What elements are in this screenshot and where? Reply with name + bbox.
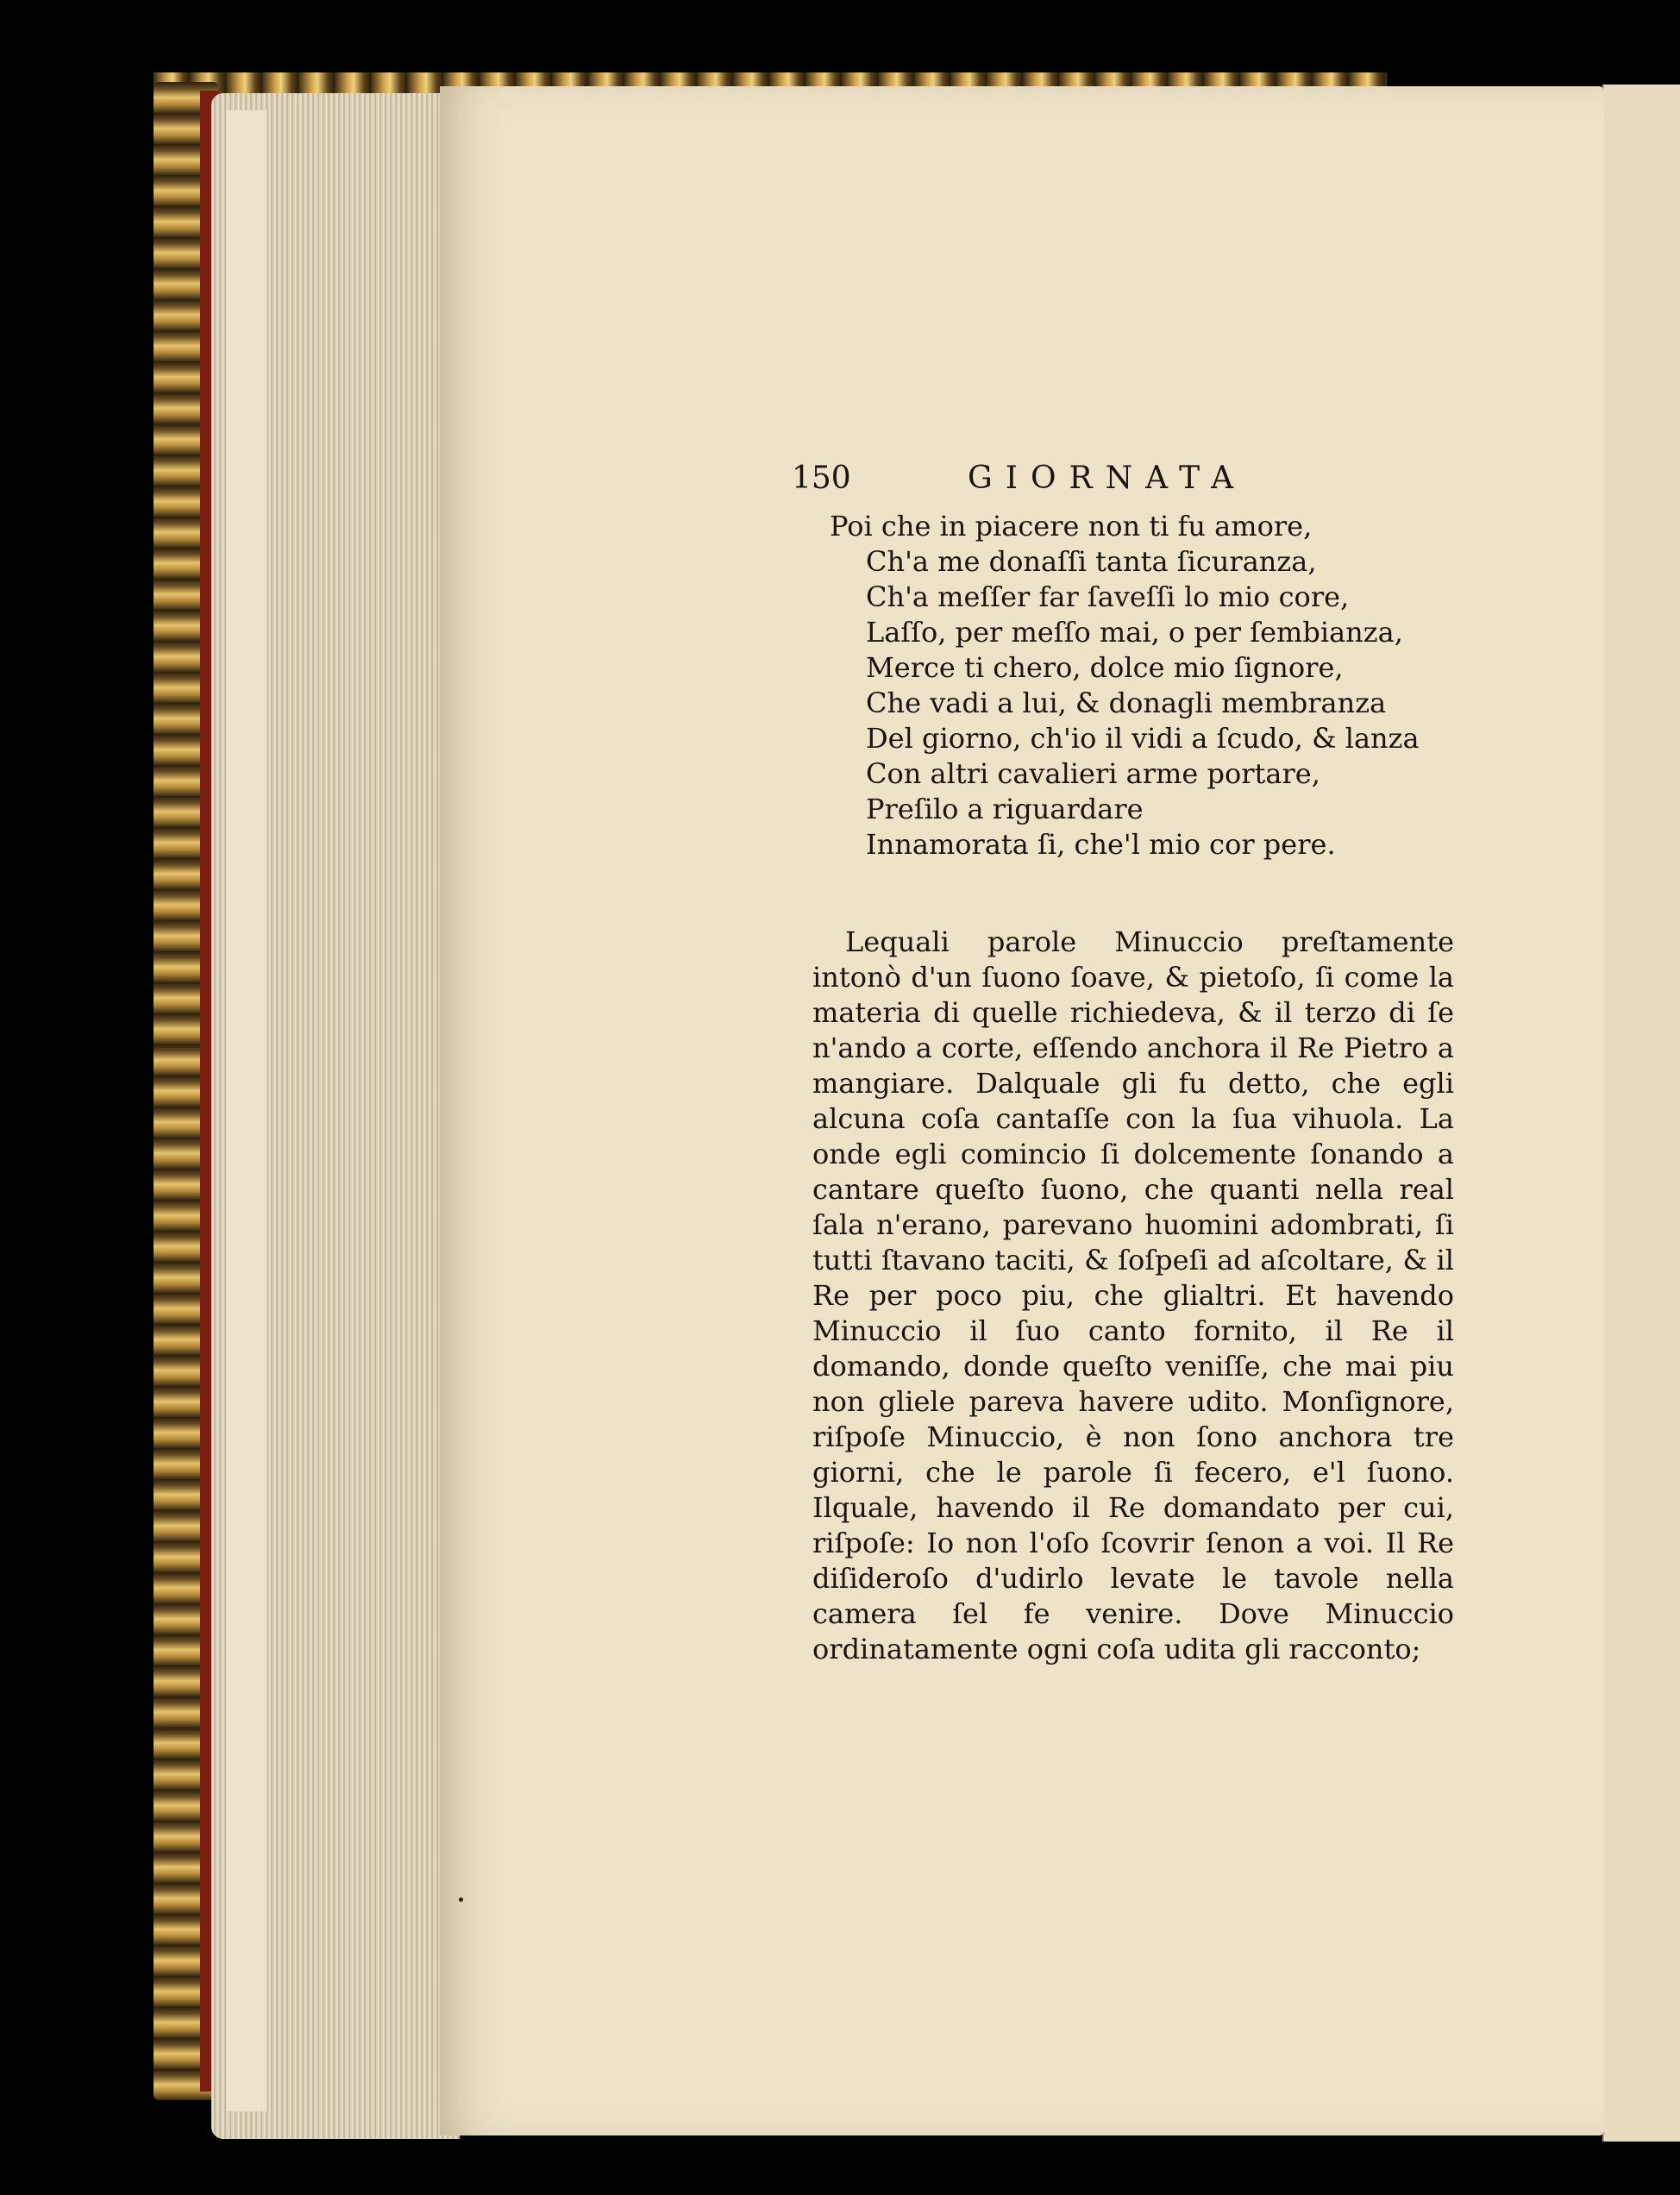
ink-mark	[459, 1897, 463, 1902]
poem-line: Ch'a me donaſſi tanta ſicuranza,	[866, 545, 1317, 578]
poem-line: Innamorata ſi, che'l mio cor pere.	[866, 828, 1336, 861]
poem-line: Poi che in piacere non ti fu amore,	[830, 510, 1313, 542]
facing-page-edge	[1602, 85, 1680, 2142]
flyleaf-edge	[226, 110, 268, 2111]
poem-line: Del giorno, ch'io il vidi a ſcudo, & lanza	[866, 722, 1420, 755]
poem-line: Ch'a meſſer far ſaveſſi lo mio core,	[866, 580, 1350, 613]
poem-line: Preſilo a riguardare	[866, 793, 1144, 825]
page-number: 150	[792, 461, 851, 496]
running-head: GIORNATA	[968, 461, 1247, 496]
page-header	[792, 457, 1292, 509]
prose-paragraph: Lequali parole Minuccio preſtamente intonò d'un ſuono ſoave, & pietoſo, ſi come la materia di quelle richiedeva, & il terzo di ſe n'ando a corte, eſſendo anchora il Re Pietro a mangiare. Dalquale gli fu detto, che egli alcuna coſa cantaſſe con la ſua vihuola. La onde egli comincio ſi dolcemente ſonando a cantare queſto ſuono, che quanti nella real ſala n'erano, parevano huomini adombrati, ſi tutti ſtavano taciti, & ſoſpeſi ad aſcoltare, & il Re per poco piu, che glialtri. Et havendo Minuccio il ſuo canto fornito, il Re il domando, donde queſto veniſſe, che mai piu non gliele pareva havere udito. Monſignore, riſpoſe Minuccio, è non ſono anchora tre giorni, che le parole ſi fecero, e'l ſuono. Ilquale, havendo il Re domandato per cui, riſpoſe: Io non l'oſo ſcovrir ſenon a voi. Il Re diſideroſo d'udirlo levate le tavole nella camera ſel fe venire. Dove Minuccio ordinatamente ogni coſa udita gli racconto;	[812, 925, 1454, 1665]
poem-line: Con altri cavalieri arme portare,	[866, 757, 1320, 790]
poem-line: Che vadi a lui, & donagli membranza	[866, 687, 1387, 719]
poem-line: Merce ti chero, dolce mio ſignore,	[866, 651, 1344, 684]
poem-line: Laſſo, per meſſo mai, o per ſembianza,	[866, 616, 1403, 649]
poem-block	[830, 509, 1433, 862]
